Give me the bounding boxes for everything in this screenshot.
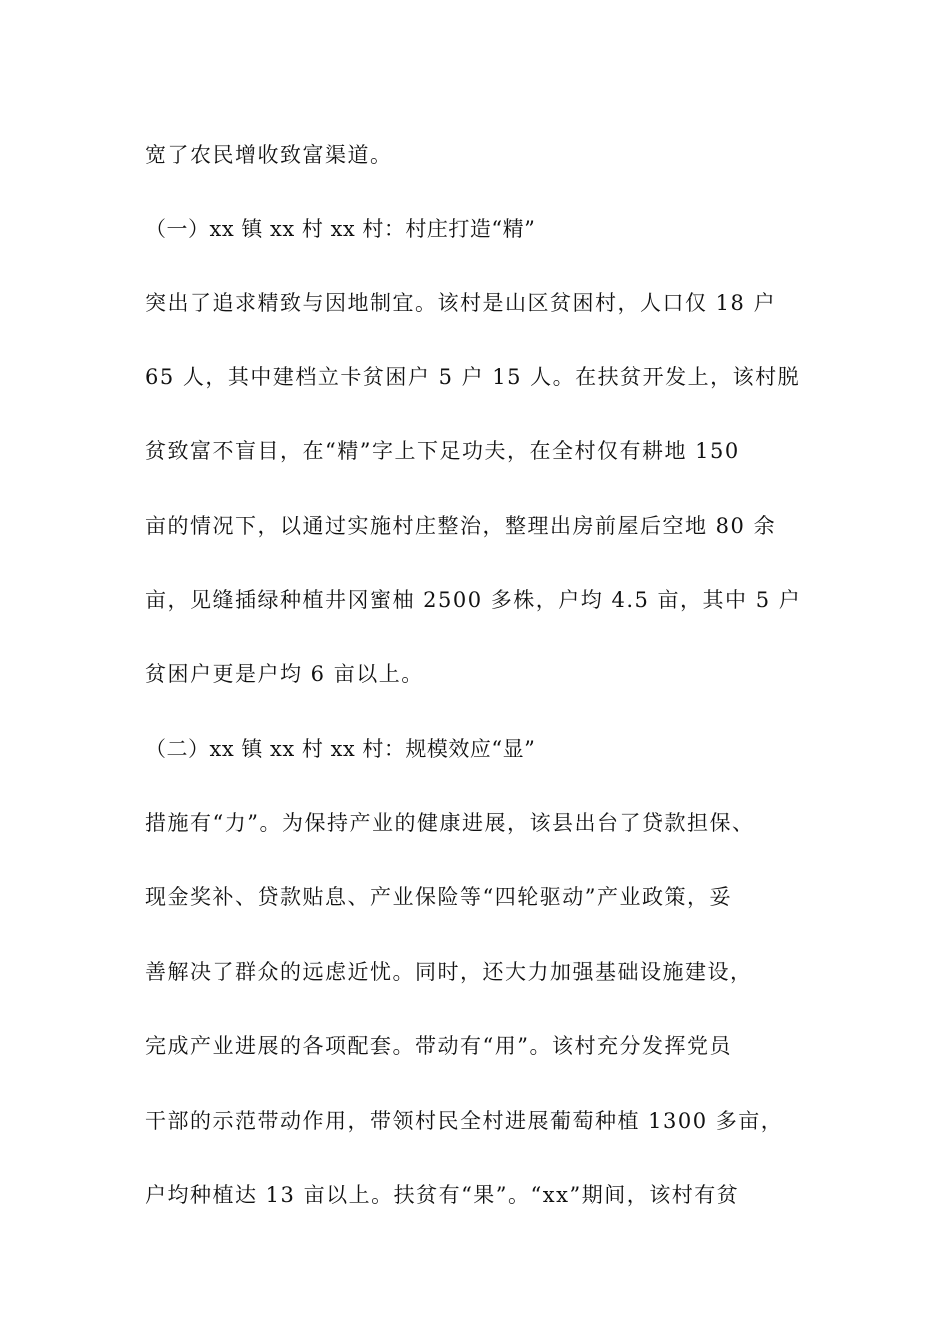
section-heading-1: （一）xx 镇 xx 村 xx 村：村庄打造“精” <box>145 217 536 241</box>
paragraph-line: 贫困户更是户均 6 亩以上。 <box>145 662 424 686</box>
paragraph-line: 亩的情况下，以通过实施村庄整治，整理出房前屋后空地 80 余 <box>145 514 777 538</box>
paragraph-line: 户均种植达 13 亩以上。扶贫有“果”。“xx”期间，该村有贫 <box>145 1183 740 1207</box>
paragraph-line: 突出了追求精致与因地制宜。该村是山区贫困村，人口仅 18 户 <box>145 291 777 315</box>
paragraph-line: 现金奖补、贷款贴息、产业保险等“四轮驱动”产业政策，妥 <box>145 885 732 909</box>
paragraph-line: 干部的示范带动作用，带领村民全村进展葡萄种植 1300 多亩， <box>145 1109 784 1133</box>
paragraph-line: 65 人，其中建档立卡贫困户 5 户 15 人。在扶贫开发上，该村脱 <box>145 365 801 389</box>
paragraph-line: 亩，见缝插绿种植井冈蜜柚 2500 多株，户均 4.5 亩，其中 5 户 <box>145 588 802 612</box>
paragraph-line: 贫致富不盲目，在“精”字上下足功夫，在全村仅有耕地 150 <box>145 439 740 463</box>
paragraph-line: 善解决了群众的远虑近忧。同时，还大力加强基础设施建设， <box>145 960 753 984</box>
paragraph-line: 宽了农民增收致富渠道。 <box>145 143 393 167</box>
paragraph-line: 措施有“力”。为保持产业的健康进展，该县出台了贷款担保、 <box>145 811 755 835</box>
paragraph-line: 完成产业进展的各项配套。带动有“用”。该村充分发挥党员 <box>145 1034 732 1058</box>
section-heading-2: （二）xx 镇 xx 村 xx 村：规模效应“显” <box>145 737 536 761</box>
